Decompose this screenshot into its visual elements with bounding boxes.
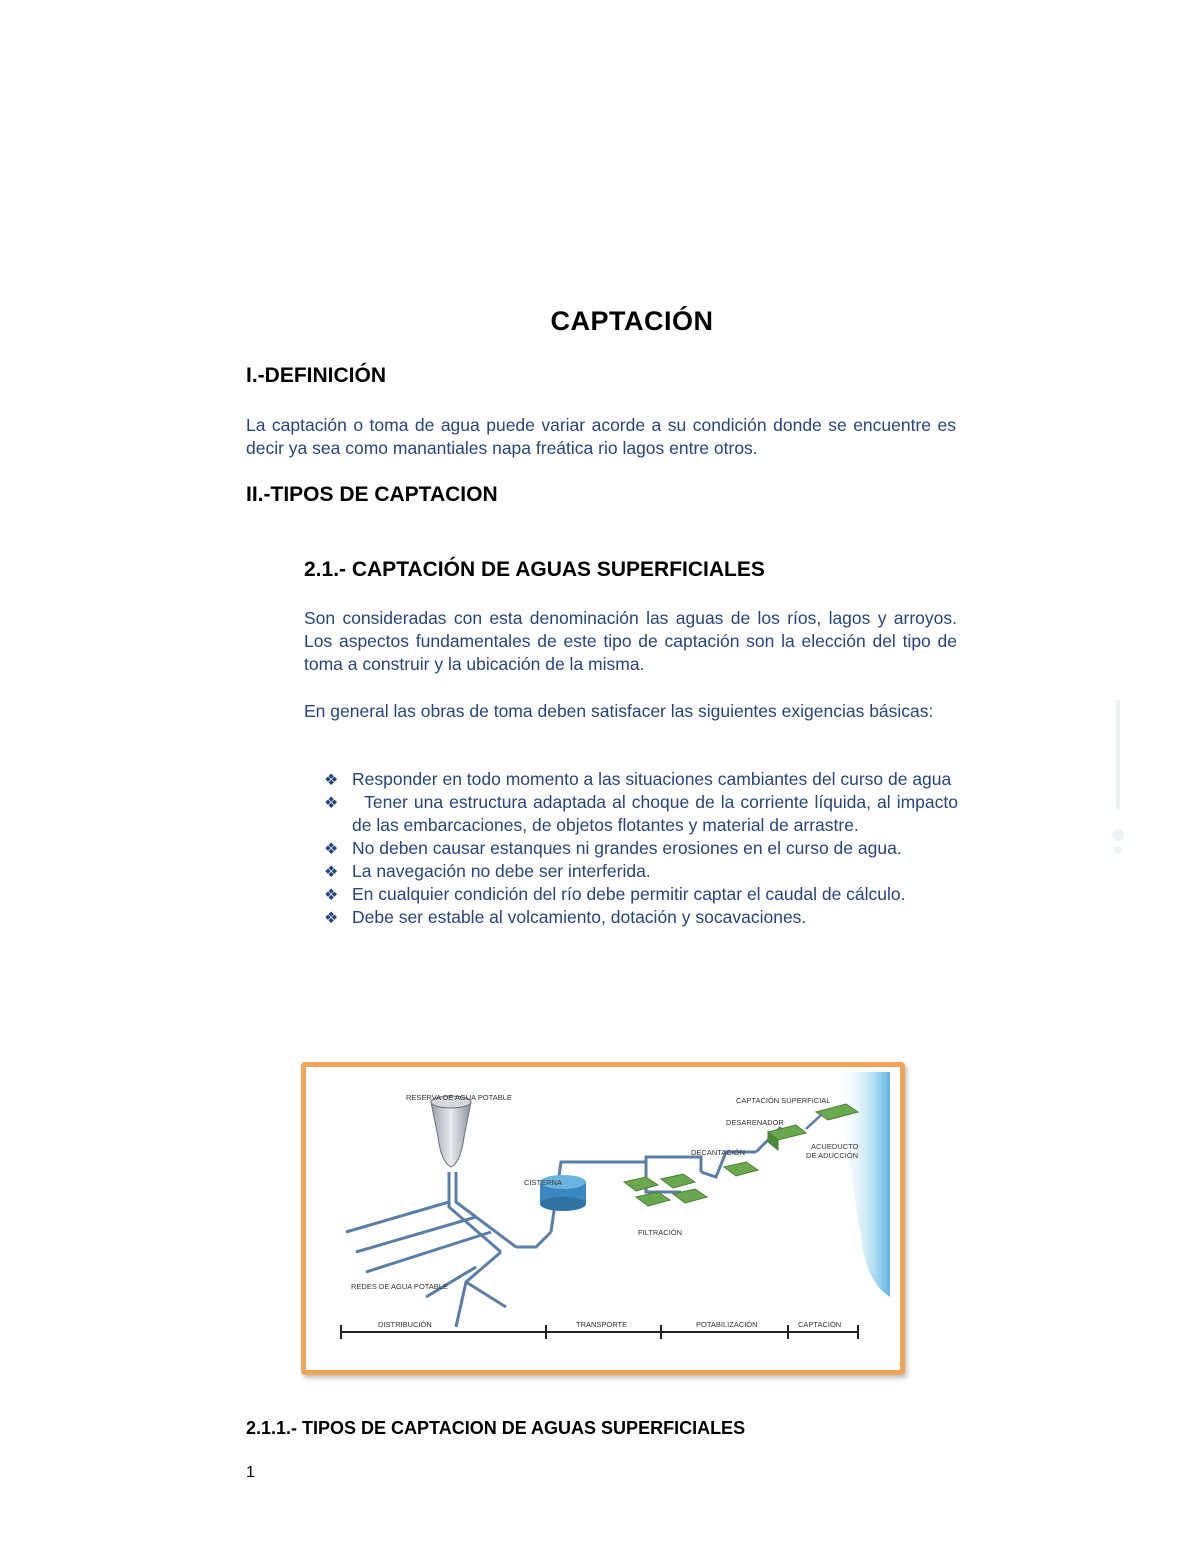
diamond-bullet-icon: ❖ — [324, 887, 339, 904]
list-item: ❖ La navegación no debe ser interferida. — [324, 860, 958, 883]
list-item: ❖ Responder en todo momento a las situaciones cambiantes del curso de agua — [324, 768, 958, 791]
diamond-bullet-icon: ❖ — [324, 864, 339, 881]
list-item: ❖ Tener una estructura adaptada al choque de la corriente líquida, al impacto de las embarcaciones, de objetos flotantes y material de arrastre. — [324, 792, 963, 835]
label-redes: REDES DE AGUA POTABLE — [351, 1282, 448, 1291]
stage-label-captacion: CAPTACIÓN — [798, 1320, 842, 1329]
subsection-heading-tipos-superficiales: 2.1.1.- TIPOS DE CAPTACION DE AGUAS SUPERFICIALES — [246, 1418, 746, 1438]
stage-label-potabilizacion: POTABILIZACIÓN — [696, 1320, 758, 1329]
subsection-heading-superficiales: 2.1.- CAPTACIÓN DE AGUAS SUPERFICIALES — [304, 558, 765, 581]
label-decantacion: DECANTACIÓN — [691, 1148, 746, 1157]
label-cisterna: CISTERNA — [524, 1178, 562, 1187]
label-filtracion: FILTRACIÓN — [638, 1228, 683, 1237]
definition-paragraph: La captación o toma de agua puede variar acorde a su condición donde se encuentre es decir ya sea como manantiales napa freática rio lagos entre otros. — [246, 415, 956, 458]
label-acueducto: ACUEDUCTO — [811, 1142, 859, 1151]
stage-label-transporte: TRANSPORTE — [576, 1320, 628, 1329]
diamond-bullet-icon: ❖ — [324, 795, 339, 812]
water-system-diagram — [301, 1062, 905, 1375]
list-item: ❖ Debe ser estable al volcamiento, dotación y socavaciones. — [324, 906, 958, 929]
distribution-pipes — [346, 1127, 781, 1327]
label-captacion-superficial: CAPTACIÓN SUPERFICIAL — [736, 1096, 831, 1105]
diagram-canvas — [306, 1067, 890, 1360]
page-number: 1 — [246, 1464, 255, 1481]
diamond-bullet-icon: ❖ — [324, 841, 339, 858]
section-heading-definicion: I.-DEFINICIÓN — [246, 364, 386, 387]
label-desarenador: DESARENADOR — [726, 1118, 784, 1127]
requirements-list — [324, 768, 963, 929]
diamond-bullet-icon: ❖ — [324, 772, 339, 789]
label-de-aduccion: DE ADUCCIÓN — [806, 1151, 859, 1160]
reservoir-tank — [431, 1102, 471, 1167]
page-title: CAPTACIÓN — [550, 306, 714, 336]
diamond-bullet-icon: ❖ — [324, 910, 339, 927]
watermark-logo — [1108, 700, 1128, 860]
superficiales-paragraph-2: En general las obras de toma deben satisfacer las siguientes exigencias básicas: — [304, 701, 934, 721]
list-item: ❖ En cualquier condición del río debe permitir captar el caudal de cálculo. — [324, 883, 958, 906]
stage-label-distribucion: DISTRIBUCIÓN — [378, 1320, 432, 1329]
filtration-modules — [624, 1162, 758, 1206]
list-item: ❖ No deben causar estanques ni grandes erosiones en el curso de agua. — [324, 837, 958, 860]
label-reserva: RESERVA DE AGUA POTABLE — [406, 1093, 512, 1102]
superficiales-paragraph-1: Son consideradas con esta denominación las aguas de los ríos, lagos y arroyos. Los aspectos fundamentales de este tipo de captación son la elección del tipo de toma a construir y la ubicación de la misma. — [304, 608, 957, 674]
section-heading-tipos: II.-TIPOS DE CAPTACION — [246, 483, 498, 506]
